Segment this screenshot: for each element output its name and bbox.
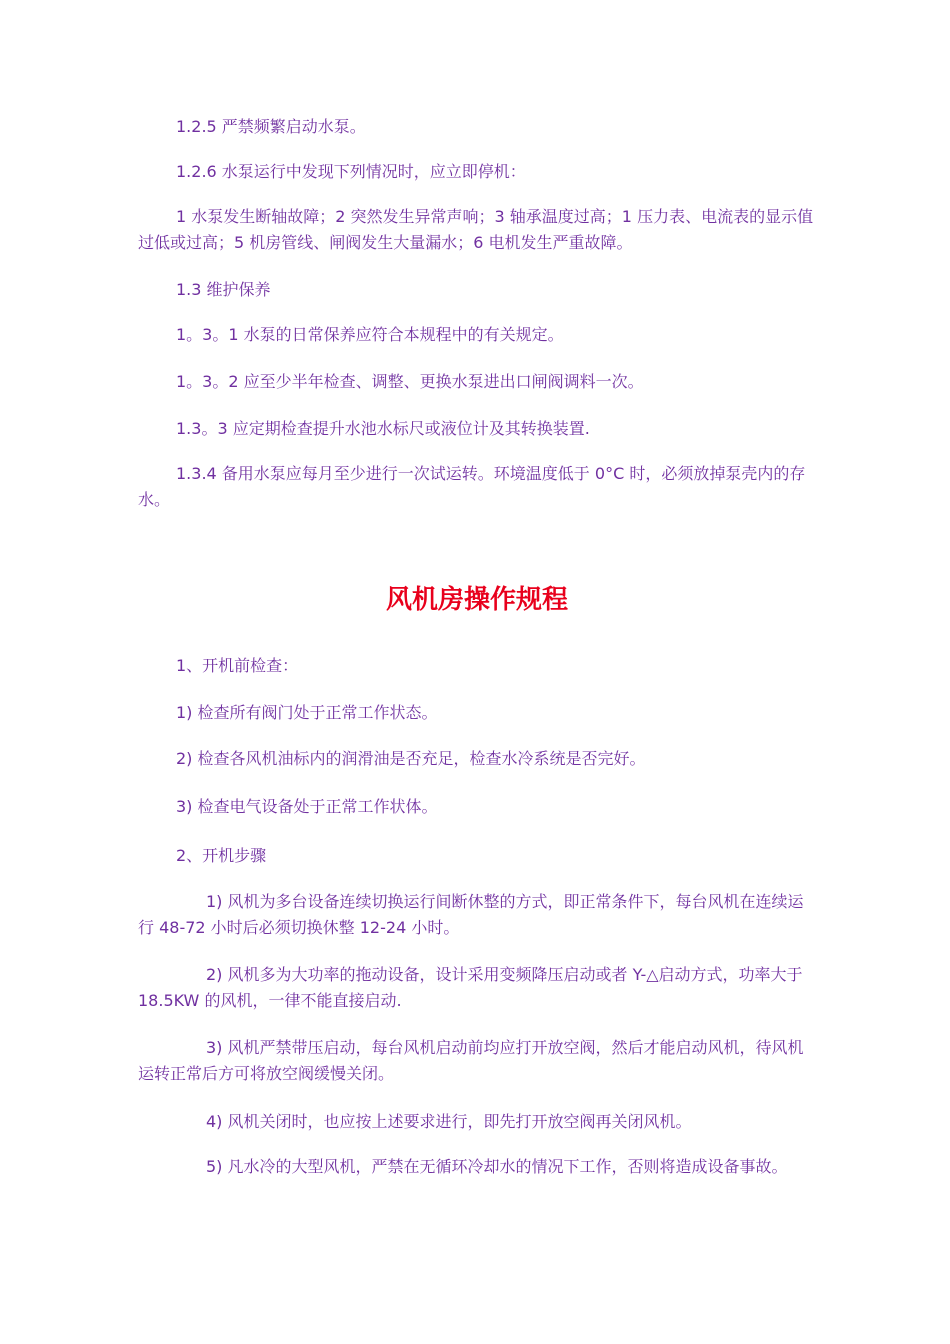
check-item-1: 1) 检查所有阀门处于正常工作状态。 xyxy=(176,703,438,722)
clause-1-2-6: 1.2.6 水泵运行中发现下列情况时，应立即停机： xyxy=(176,162,526,181)
clause-1-3-1: 1。3。1 水泵的日常保养应符合本规程中的有关规定。 xyxy=(176,325,564,344)
clause-1-3-4: 1.3.4 备用水泵应每月至少进行一次试运转。环境温度低于 0°C 时，必须放掉泵壳内的存水。 xyxy=(138,464,806,509)
step-5: 5) 凡水冷的大型风机，严禁在无循环冷却水的情况下工作，否则将造成设备事故。 xyxy=(206,1157,788,1176)
clause-1-3-heading: 1.3 维护保养 xyxy=(176,280,271,299)
step-3: 3) 风机严禁带压启动，每台风机启动前均应打开放空阀，然后才能启动风机，待风机运转正常后方可将放空阀缓慢关闭。 xyxy=(138,1038,804,1083)
step-2: 2) 风机多为大功率的拖动设备，设计采用变频降压启动或者 Y-△启动方式，功率大于 18.5KW 的风机，一律不能直接启动. xyxy=(138,965,803,1010)
page-title: 风机房操作规程 xyxy=(385,585,568,615)
clause-1-2-5: 1.2.5 严禁频繁启动水泵。 xyxy=(176,117,366,136)
pre-start-check-heading: 1、开机前检查： xyxy=(176,656,299,675)
clause-1-2-6-detail: 1 水泵发生断轴故障；2 突然发生异常声响；3 轴承温度过高；1 压力表、电流表的显示值过低或过高；5 机房管线、闸阀发生大量漏水；6 电机发生严重故障。 xyxy=(138,207,814,252)
start-steps-heading: 2、开机步骤 xyxy=(176,846,267,865)
step-4: 4) 风机关闭时，也应按上述要求进行，即先打开放空阀再关闭风机。 xyxy=(206,1112,692,1131)
step-1: 1) 风机为多台设备连续切换运行间断休整的方式，即正常条件下，每台风机在连续运行 48-72 小时后必须切换休整 12-24 小时。 xyxy=(138,892,804,937)
check-item-2: 2) 检查各风机油标内的润滑油是否充足，检查水冷系统是否完好。 xyxy=(176,749,646,768)
clause-1-3-2: 1。3。2 应至少半年检查、调整、更换水泵进出口闸阀调料一次。 xyxy=(176,372,644,391)
check-item-3: 3) 检查电气设备处于正常工作状体。 xyxy=(176,797,438,816)
clause-1-3-3: 1.3。3 应定期检查提升水池水标尺或液位计及其转换装置. xyxy=(176,419,590,438)
